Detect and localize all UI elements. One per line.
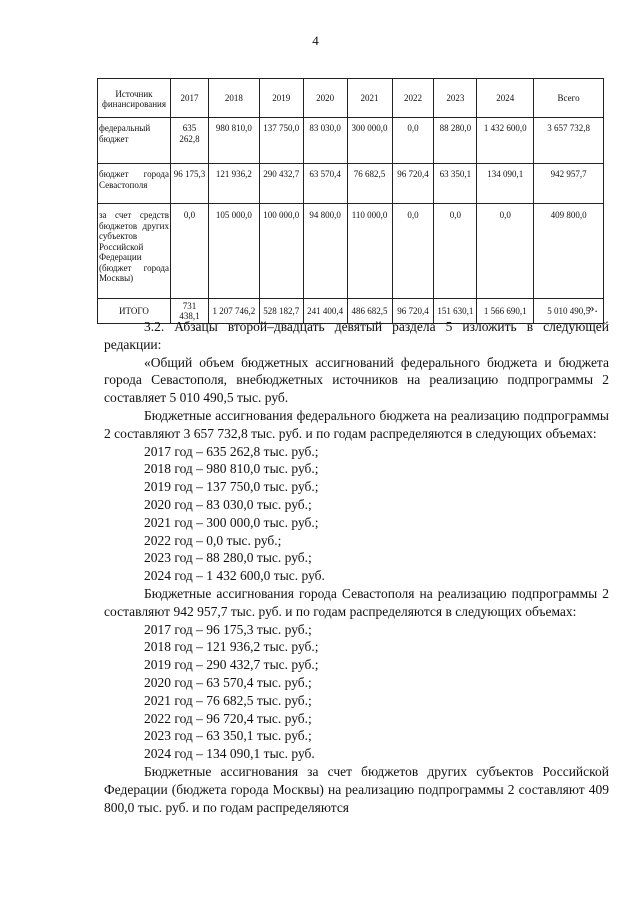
list-item: 2019 год – 290 432,7 тыс. руб.; xyxy=(144,657,319,673)
table-cell: 100 000,0 xyxy=(259,204,303,299)
list-item: 2017 год – 635 262,8 тыс. руб.; xyxy=(144,443,319,459)
table-header-row xyxy=(98,79,604,118)
table-cell: 635 262,8 xyxy=(170,118,208,164)
table-cell: 96 175,3 xyxy=(170,164,208,204)
table-header-cell: 2018 xyxy=(208,79,259,118)
table-cell: 94 800,0 xyxy=(303,204,347,299)
table-header-cell: Всего xyxy=(534,79,604,118)
table-cell: 980 810,0 xyxy=(208,118,259,164)
table-cell: 1 432 600,0 xyxy=(477,118,534,164)
table-cell: 1 207 746,2 xyxy=(208,299,259,324)
table-cell: 137 750,0 xyxy=(259,118,303,164)
table-cell: 1 566 690,1 xyxy=(477,299,534,324)
table-cell: 96 720,4 xyxy=(392,164,434,204)
table-cell: 83 030,0 xyxy=(303,118,347,164)
table-source-cell: ИТОГО xyxy=(98,299,171,324)
table-row-federal xyxy=(98,118,604,164)
table-source-cell: бюджет города Севастополя xyxy=(98,164,171,204)
list-item: 2022 год – 0,0 тыс. руб.; xyxy=(144,532,282,548)
table-cell: 0,0 xyxy=(392,118,434,164)
table-cell: 290 432,7 xyxy=(259,164,303,204)
list-item: 2024 год – 1 432 600,0 тыс. руб. xyxy=(144,568,325,584)
table-cell: 63 570,4 xyxy=(303,164,347,204)
table-cell: 0,0 xyxy=(477,204,534,299)
table-header-cell: Источник финансирования xyxy=(98,79,171,118)
financing-table xyxy=(97,78,604,324)
table-cell: 76 682,5 xyxy=(347,164,392,204)
table-header-cell: 2024 xyxy=(477,79,534,118)
table-row-other-subjects xyxy=(98,204,604,299)
table-header-cell: 2020 xyxy=(303,79,347,118)
list-item: 2021 год – 300 000,0 тыс. руб.; xyxy=(144,514,319,530)
table-cell: 241 400,4 xyxy=(303,299,347,324)
paragraph-total-volume: «Общий объем бюджетных ассигнований федерального бюджета и бюджета города Севастополя, внебюджетных источников на реализацию подпрограммы 2 составляет 5 010 490,5 тыс. руб. xyxy=(104,354,609,406)
list-item: 2023 год – 63 350,1 тыс. руб.; xyxy=(144,728,312,744)
table-cell: 731 438,1 xyxy=(170,299,208,324)
list-item: 2019 год – 137 750,0 тыс. руб.; xyxy=(144,479,319,495)
table-cell: 134 090,1 xyxy=(477,164,534,204)
list-item: 2017 год – 96 175,3 тыс. руб.; xyxy=(144,621,312,637)
table-cell: 96 720,4 xyxy=(392,299,434,324)
table-cell: 528 182,7 xyxy=(259,299,303,324)
list-item: 2021 год – 76 682,5 тыс. руб.; xyxy=(144,692,312,708)
table-cell: 0,0 xyxy=(170,204,208,299)
table-cell: 409 800,0 xyxy=(534,204,604,299)
table-header-cell: 2019 xyxy=(259,79,303,118)
list-item: 2020 год – 83 030,0 тыс. руб.; xyxy=(144,496,312,512)
table-header-cell: 2022 xyxy=(392,79,434,118)
table-header-cell: 2021 xyxy=(347,79,392,118)
table-header-cell: 2017 xyxy=(170,79,208,118)
table-cell: 151 630,1 xyxy=(434,299,477,324)
table-cell: 121 936,2 xyxy=(208,164,259,204)
list-item: 2020 год – 63 570,4 тыс. руб.; xyxy=(144,674,312,690)
table-row-sevastopol xyxy=(98,164,604,204)
table-source-cell: федеральный бюджет xyxy=(98,118,171,164)
paragraph-amendment: 3.2. Абзацы второй–двадцать девятый раздела 5 изложить в следующей редакции: xyxy=(104,319,609,352)
quote-close-mark: ». xyxy=(588,300,598,315)
list-item: 2018 год – 980 810,0 тыс. руб.; xyxy=(144,461,319,477)
table-cell: 88 280,0 xyxy=(434,118,477,164)
table-cell: 5 010 490,5 xyxy=(534,299,604,324)
page-number: 4 xyxy=(312,33,319,48)
list-item: 2022 год – 96 720,4 тыс. руб.; xyxy=(144,710,312,726)
table-cell: 105 000,0 xyxy=(208,204,259,299)
paragraph-federal: Бюджетные ассигнования федерального бюджета на реализацию подпрограммы 2 составляют 3 657 732,8 тыс. руб. и по годам распределяются в следующих объемах: xyxy=(104,407,609,441)
table-cell: 0,0 xyxy=(392,204,434,299)
table-source-cell: за счет средств бюджетов других субъектов Российской Федерации (бюджет города Москвы) xyxy=(98,204,171,299)
table-cell: 942 957,7 xyxy=(534,164,604,204)
table-cell: 63 350,1 xyxy=(434,164,477,204)
table-cell: 0,0 xyxy=(434,204,477,299)
table-cell: 486 682,5 xyxy=(347,299,392,324)
table-cell: 300 000,0 xyxy=(347,118,392,164)
list-item: 2023 год – 88 280,0 тыс. руб.; xyxy=(144,550,312,566)
federal-year-list xyxy=(104,443,609,585)
sevastopol-year-list xyxy=(104,621,609,763)
table-header-cell: 2023 xyxy=(434,79,477,118)
table-cell: 3 657 732,8 xyxy=(534,118,604,164)
table-cell: 110 000,0 xyxy=(347,204,392,299)
list-item: 2018 год – 121 936,2 тыс. руб.; xyxy=(144,639,319,655)
document-body xyxy=(104,318,609,816)
paragraph-other-subjects: Бюджетные ассигнования за счет бюджетов других субъектов Российской Федерации (бюджета города Москвы) на реализацию подпрограммы 2 составляют 409 800,0 тыс. руб. и по годам распределяются xyxy=(104,763,609,815)
paragraph-sevastopol: Бюджетные ассигнования города Севастополя на реализацию подпрограммы 2 составляют 942 957,7 тыс. руб. и по годам распределяются в следующих объемах: xyxy=(104,585,609,619)
list-item: 2024 год – 134 090,1 тыс. руб. xyxy=(144,746,315,762)
